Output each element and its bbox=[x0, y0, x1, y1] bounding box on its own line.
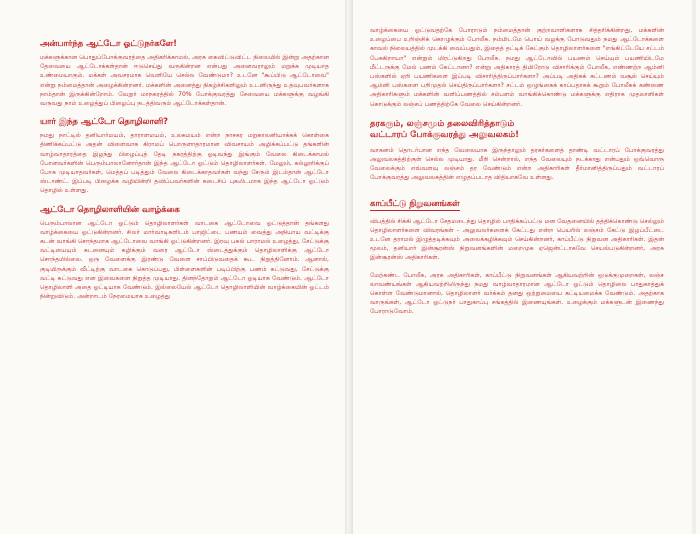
heading-rto bbox=[370, 119, 664, 142]
heading-insurance: காப்பீட்டு நிறுவனங்கள் bbox=[370, 198, 460, 211]
section-rto bbox=[370, 119, 664, 183]
page-edge bbox=[692, 0, 696, 534]
paragraph-insurance: விபத்தில் சிக்கி ஆட்டோ சேதமடைந்து தொழில் பாதிக்கப்பட்டு மன வேதனையில் தத்திக்கொண்டு செல்லும் தொழிலாளர்களை விவரங்கள் - அலுவலர்களைக் கேட்டது என்ற பெயரில் லஞ்சம் கேட்டு இழப்பீட்டை உடனே தராமல் இழுத்தடிக்கவும் அலைக்கழிக்கவும் செய்கின்றனர், காப்பீட்டு நிறுவன அதிகாரிகள். இதன் மூலம், தனியார் இன்சூரன்ஸ் நிறுவனங்களின் மறைமுக ஏஜென்ட்டாகவே செயல்படுகின்றனர், அரசு இன்சூரன்ஸ் அதிகாரிகள். bbox=[370, 217, 664, 262]
heading-driver-life: ஆட்டோ தொழிலாளியின் வாழ்க்கை bbox=[40, 203, 180, 214]
paragraph-call-to-action: மேற்கண்ட போலீசு, அரசு அதிகாரிகள், காப்பீட்டு நிறுவனங்கள் ஆகியவற்றின் ஒடுக்குமுறைகள், லஞ்ச லாவண்யங்கள் ஆகியவற்றிலிருந்து நமது வாழ்வாதாரமான ஆட்டோ ஓட்டும் தொழிலை பாதுகாத்துக் கொள்ள வேண்டுமானால், தொழிலாளர் வர்க்கம் தனது ஒற்றுமையை கட்டியமைக்க வேண்டும். அதற்காக வாருங்கள், ஆட்டோ ஓட்டுநர் பாதுகாப்பு சங்கத்தில் இணையுங்கள். உழைக்கும் மக்களுடன் இணைந்து போராடுவோம். bbox=[370, 271, 664, 316]
heading-rto-line1: தரகரும், லஞ்சமும் தலைவிரித்தாடும் bbox=[370, 118, 515, 129]
heading-who-is-driver: யார் இந்த ஆட்டோ தொழிலாளி? bbox=[40, 116, 168, 127]
heading-rto-line2: வட்டாரப் போக்குவரத்து அலுவலகம்! bbox=[370, 130, 520, 141]
paragraph-dear-drivers: மக்களுக்கான பொதுப்போக்குவரத்தை அதிகரிக்காமல், அரசு கைவிட்டுவிட்ட நிலையில் இன்று அதற்கான தேவையை ஆட்டோக்கள்தான் ஈடுசெய்து வருகின்றன என்பது அனைவராலும் மறுக்க முடியாத உண்மையாகும். மக்கள் அவசரமாக வெளியே செல்ல வேண்டுமா? உடனே "கூப்பிடு ஆட்டோவை" என்று நம்மைத்தான் அழைக்கின்றனர். மக்களின் அனைத்து நிகழ்ச்சிகளிலும் உடனிருந்து உதவுபவர்களாக நாம்தான் இருக்கின்றோம். வேறுர் மாநகரத்தில் 70% போக்குவரத்து சேவையை மக்களுக்கு வழங்கி வருவது நாம் உழைத்துப் பிழைப்பு நடத்திவரும் ஆட்டோக்கள்தான். bbox=[40, 54, 329, 108]
heading-dear-drivers: அன்பார்ந்த ஆட்டோ ஓட்டுநர்களே! bbox=[40, 38, 177, 48]
section-police bbox=[370, 26, 664, 109]
paragraph-driver-life: பெரும்பாலான ஆட்டோ ஓட்டும் தொழிலாளர்கள் வாடகை ஆட்டோவை ஓட்டுத்தான் தங்களது வாழ்க்கையை ஓட்டுகின்றனர். சிலர் மார்வாடிகளிடம் பாஜிட்டை பணயம் வைத்து அநியாய வட்டிக்கு கடன் வாங்கி சொந்தமாக ஆட்டோவை வாங்கி ஓட்டுகின்றனர். இரவு பகல் பாராமல் உழைத்து, சேட்டுக்கு வட்டியையும் கடனையும் கழிக்கும் வரை ஆட்டோ ஸ்டைத்துக்கும் தொழிலாளிக்கு ஆட்டோ சொந்தமில்லை. ஒரு வேளைக்கு இரண்டு வேளை சாப்பிடுவதைக் கூட நிறுத்தினோம். ஆனால், குடியிருக்கும் வீட்டிற்கு வாடகை கொடுப்பது, பிள்ளைகளின் படிப்பிற்கு பணம் கட்டுவது, சேட்டுக்கு வட்டி கட்டுவது என இவைகளை நிறுத்த முடியாது. தினந்தோறும் ஆட்டோ ஓடியாக வேண்டும். ஆட்டோ தொழிலாளி அதை ஓட்டியாக வேண்டும். இல்லையேல் ஆட்டோ தொழிலாளியின் வாழ்க்கையின் ஓட்டம் நின்றுவிடும். அன்றாடம் நேரமையாக உழைத்து bbox=[40, 219, 329, 301]
paragraph-police: வாழ்க்கையை ஓட்டுவதற்கே போராடும் நம்மைத்தான் குற்றவாளிகளாக சித்தரிக்கின்றது, மக்களின் உழைப்பை உறிஞ்சிக் கொழுக்கும் போலீசு. நம்மிடமே பொய் வழக்கு போடுவதும் நமது ஆட்டோக்களை காவல் நிலையத்தில் முடக்கி வைப்பதும், இதைத் தட்டிக் கேட்கும் தொழிலாளர்களை "எங்கிட்டேயே சட்டம் பேசுகிறாயா" என்றும் மிரட்டுகிறது போலீசு. நமது ஆட்டோவில் பயணம் செய்யும் பயணியிடமே மீட்டருக்கு மேல் பணம் கேட்டானா? என்று அதிகாரத் திமிரோடு விசாரிக்கும் போலீசு, எண்ணற்ற ஆம்னி பஸ்களில் ஏறி பயணிகளை இப்படி விசாரித்திருப்பார்களா? அப்படி அதிகக் கட்டணம் வசூல் செய்யும் ஆம்னி பஸ்களை பறிமுதல் செய்திருப்பார்களா? சட்டம் ஒழுங்கைக் காப்பதாகக் கூறும் போலீசுக் கண்ணை அதிகாரிகளும் மக்களின் வளிப்பணத்தில் சம்பளம் வாங்கிக்கொண்டு மக்களுக்கு எதிராக முதலாளிகள் கொடுக்கும் லஞ்சப் பணத்திற்கே வேலை செய்கின்றனர். bbox=[370, 27, 664, 108]
paragraph-rto: வாகனம் தொடர்பான எந்த வேலையாக இருந்தாலும் தரகர்களைத் தாண்டி வட்டாரப் போக்குவரத்து அலுவலகத்திற்குள் செல்ல முடியாது. மீறி சென்றால், எந்த வேலையும் நடக்காது என்பதும் ஒவ்வொரு வேலைக்கும் எவ்வளவு லஞ்சம் தர வேண்டும் என்ற அதிகாரிகள் தீர்மானித்திருப்பதும் வட்டாரப் போக்குவரத்து அலுவலகத்தின் எழுதப்படாத விதியாகவே உள்ளது. bbox=[370, 146, 664, 182]
section-who-is-driver bbox=[40, 116, 329, 195]
right-page bbox=[352, 0, 700, 534]
left-page bbox=[0, 0, 345, 534]
section-driver-life bbox=[40, 204, 329, 302]
section-dear-drivers bbox=[40, 38, 329, 108]
paragraph-who-is-driver: நமது நாட்டில் தனியார்மயம், தாராளமயம், உலகமயம் என்ற நாசகர மறுகாலனியாக்கக் கொள்கை திணிக்கப்பட்டு அதன் விளைவாக கிராமப் பொருளாதாரமான விவசாயம் அழிக்கப்பட்டு தங்களின் வாழ்வாதாரத்தை இழந்து பிழைப்புத் தேடி நகரத்திற்கு ஓடிவந்து இங்கும் வேலை கிடைக்காமல் போனவர்களின் பெரும்பாலானோர்தான் இந்த ஆட்டோ ஓட்டும் தொழிலாளர்கள். மேலும், கல்லூரிக்குப் போக முடியாதவர்கள், மெத்தப் படித்தும் வேலை கிடைக்காதவர்கள் வந்து சேரும் இடம்தான் ஆட்டோ ஸ்டாண்ட். இப்படி பிழைக்க வழியின்றி தவிப்பவர்களின் கடைசிப் புகலிடமாக இந்த ஆட்டோ ஓட்டும் தொழில் உள்ளது. bbox=[40, 132, 329, 195]
section-insurance bbox=[370, 191, 664, 317]
